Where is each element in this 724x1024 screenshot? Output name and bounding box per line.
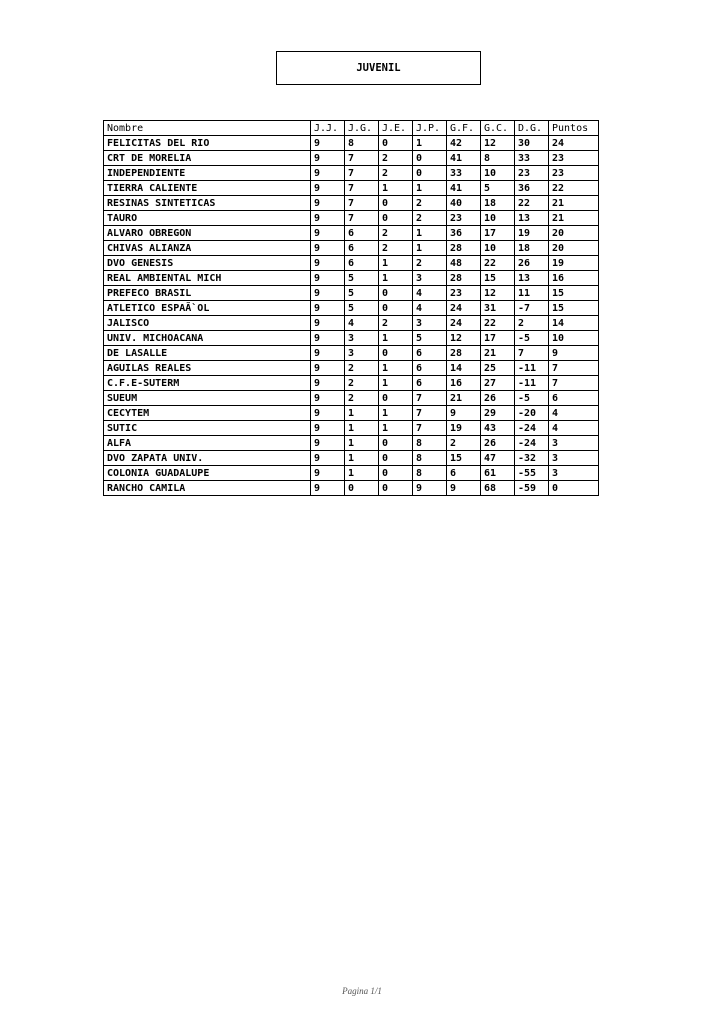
stat-cell: -5 — [515, 331, 549, 346]
column-header: G.F. — [447, 121, 481, 136]
standings-table — [103, 120, 599, 496]
stat-cell: 2 — [447, 436, 481, 451]
stat-cell: 2 — [413, 256, 447, 271]
stat-cell: 9 — [311, 421, 345, 436]
stat-cell: 1 — [345, 421, 379, 436]
stat-cell: 10 — [481, 166, 515, 181]
stat-cell: 27 — [481, 376, 515, 391]
stat-cell: 3 — [549, 436, 599, 451]
table-row — [104, 316, 599, 331]
team-name-cell: INDEPENDIENTE — [104, 166, 311, 181]
stat-cell: 61 — [481, 466, 515, 481]
stat-cell: 5 — [345, 301, 379, 316]
stat-cell: 12 — [481, 286, 515, 301]
table-row — [104, 181, 599, 196]
team-name-cell: AGUILAS REALES — [104, 361, 311, 376]
stat-cell: 23 — [447, 211, 481, 226]
table-row — [104, 271, 599, 286]
stat-cell: 15 — [549, 301, 599, 316]
stat-cell: 1 — [345, 451, 379, 466]
table-row — [104, 241, 599, 256]
stat-cell: 31 — [481, 301, 515, 316]
stat-cell: 7 — [549, 361, 599, 376]
stat-cell: 19 — [447, 421, 481, 436]
stat-cell: -24 — [515, 421, 549, 436]
stat-cell: 6 — [413, 346, 447, 361]
stat-cell: 30 — [515, 136, 549, 151]
stat-cell: 6 — [413, 376, 447, 391]
stat-cell: 5 — [413, 331, 447, 346]
stat-cell: 4 — [413, 301, 447, 316]
stat-cell: 1 — [379, 331, 413, 346]
stat-cell: 48 — [447, 256, 481, 271]
table-header — [104, 121, 599, 136]
stat-cell: 0 — [379, 451, 413, 466]
column-header: J.E. — [379, 121, 413, 136]
stat-cell: 0 — [379, 436, 413, 451]
table-row — [104, 436, 599, 451]
stat-cell: 40 — [447, 196, 481, 211]
stat-cell: 9 — [311, 286, 345, 301]
stat-cell: 12 — [481, 136, 515, 151]
stat-cell: 1 — [379, 256, 413, 271]
stat-cell: -59 — [515, 481, 549, 496]
column-header: J.J. — [311, 121, 345, 136]
team-name-cell: CHIVAS ALIANZA — [104, 241, 311, 256]
team-name-cell: SUEUM — [104, 391, 311, 406]
stat-cell: 41 — [447, 151, 481, 166]
stat-cell: 9 — [311, 376, 345, 391]
stat-cell: 9 — [311, 316, 345, 331]
stat-cell: 1 — [379, 181, 413, 196]
stat-cell: 7 — [345, 196, 379, 211]
stat-cell: 24 — [549, 136, 599, 151]
stat-cell: 8 — [345, 136, 379, 151]
team-name-cell: COLONIA GUADALUPE — [104, 466, 311, 481]
stat-cell: 0 — [379, 391, 413, 406]
team-name-cell: REAL AMBIENTAL MICH — [104, 271, 311, 286]
stat-cell: 0 — [345, 481, 379, 496]
stat-cell: 9 — [447, 481, 481, 496]
stat-cell: 9 — [311, 436, 345, 451]
stat-cell: 22 — [549, 181, 599, 196]
stat-cell: 21 — [447, 391, 481, 406]
stat-cell: 5 — [345, 286, 379, 301]
stat-cell: 9 — [311, 151, 345, 166]
stat-cell: 23 — [515, 166, 549, 181]
stat-cell: 0 — [379, 136, 413, 151]
stat-cell: 1 — [345, 436, 379, 451]
stat-cell: 12 — [447, 331, 481, 346]
team-name-cell: CRT DE MORELIA — [104, 151, 311, 166]
stat-cell: 1 — [413, 136, 447, 151]
stat-cell: 9 — [311, 346, 345, 361]
stat-cell: 9 — [311, 256, 345, 271]
stat-cell: 6 — [549, 391, 599, 406]
stat-cell: 9 — [311, 301, 345, 316]
team-name-cell: CECYTEM — [104, 406, 311, 421]
stat-cell: 3 — [549, 466, 599, 481]
stat-cell: 2 — [379, 316, 413, 331]
stat-cell: 5 — [481, 181, 515, 196]
stat-cell: 9 — [447, 406, 481, 421]
stat-cell: 16 — [447, 376, 481, 391]
stat-cell: 7 — [413, 421, 447, 436]
stat-cell: 1 — [379, 406, 413, 421]
stat-cell: 9 — [311, 211, 345, 226]
stat-cell: 13 — [515, 211, 549, 226]
stat-cell: 28 — [447, 346, 481, 361]
stat-cell: 26 — [515, 256, 549, 271]
stat-cell: 11 — [515, 286, 549, 301]
stat-cell: 1 — [413, 181, 447, 196]
stat-cell: 15 — [481, 271, 515, 286]
team-name-cell: DVO GENESIS — [104, 256, 311, 271]
stat-cell: 7 — [549, 376, 599, 391]
stat-cell: 8 — [413, 451, 447, 466]
stat-cell: 6 — [413, 361, 447, 376]
stat-cell: 9 — [311, 241, 345, 256]
stat-cell: 0 — [379, 196, 413, 211]
table-row — [104, 331, 599, 346]
team-name-cell: RESINAS SINTETICAS — [104, 196, 311, 211]
stat-cell: 33 — [515, 151, 549, 166]
stat-cell: 0 — [379, 481, 413, 496]
table-row — [104, 151, 599, 166]
team-name-cell: SUTIC — [104, 421, 311, 436]
stat-cell: 10 — [481, 211, 515, 226]
stat-cell: 33 — [447, 166, 481, 181]
stat-cell: 5 — [345, 271, 379, 286]
stat-cell: 21 — [481, 346, 515, 361]
stat-cell: 1 — [345, 466, 379, 481]
stat-cell: 6 — [345, 241, 379, 256]
stat-cell: 68 — [481, 481, 515, 496]
stat-cell: 25 — [481, 361, 515, 376]
team-name-cell: ATLETICO ESPAÃ`OL — [104, 301, 311, 316]
stat-cell: 7 — [345, 211, 379, 226]
table-row — [104, 451, 599, 466]
stat-cell: 17 — [481, 226, 515, 241]
stat-cell: 4 — [549, 406, 599, 421]
table-row — [104, 346, 599, 361]
stat-cell: 2 — [379, 151, 413, 166]
stat-cell: 9 — [311, 331, 345, 346]
stat-cell: 22 — [515, 196, 549, 211]
stat-cell: -11 — [515, 376, 549, 391]
stat-cell: 23 — [549, 166, 599, 181]
stat-cell: -5 — [515, 391, 549, 406]
stat-cell: 0 — [379, 301, 413, 316]
stat-cell: 9 — [311, 136, 345, 151]
stat-cell: 3 — [413, 271, 447, 286]
stat-cell: 3 — [345, 346, 379, 361]
stat-cell: 7 — [345, 181, 379, 196]
stat-cell: 6 — [345, 226, 379, 241]
stat-cell: 9 — [549, 346, 599, 361]
stat-cell: 9 — [311, 466, 345, 481]
stat-cell: 47 — [481, 451, 515, 466]
stat-cell: 3 — [413, 316, 447, 331]
table-row — [104, 196, 599, 211]
stat-cell: -24 — [515, 436, 549, 451]
stat-cell: 29 — [481, 406, 515, 421]
stat-cell: 3 — [549, 451, 599, 466]
stat-cell: 20 — [549, 226, 599, 241]
stat-cell: 18 — [481, 196, 515, 211]
table-row — [104, 406, 599, 421]
stat-cell: 17 — [481, 331, 515, 346]
stat-cell: 22 — [481, 316, 515, 331]
stat-cell: 2 — [379, 226, 413, 241]
stat-cell: 2 — [413, 196, 447, 211]
stat-cell: 24 — [447, 316, 481, 331]
stat-cell: 4 — [413, 286, 447, 301]
team-name-cell: ALVARO OBREGON — [104, 226, 311, 241]
stat-cell: 42 — [447, 136, 481, 151]
table-row — [104, 481, 599, 496]
stat-cell: 9 — [311, 181, 345, 196]
stat-cell: 15 — [549, 286, 599, 301]
stat-cell: 43 — [481, 421, 515, 436]
stat-cell: 4 — [549, 421, 599, 436]
stat-cell: 6 — [447, 466, 481, 481]
table-row — [104, 421, 599, 436]
stat-cell: 1 — [379, 376, 413, 391]
stat-cell: 10 — [481, 241, 515, 256]
stat-cell: 7 — [413, 406, 447, 421]
stat-cell: 8 — [481, 151, 515, 166]
stat-cell: 0 — [379, 466, 413, 481]
stat-cell: 0 — [379, 346, 413, 361]
stat-cell: 6 — [345, 256, 379, 271]
stat-cell: 9 — [311, 406, 345, 421]
stat-cell: 9 — [311, 271, 345, 286]
column-header: J.P. — [413, 121, 447, 136]
stat-cell: 9 — [413, 481, 447, 496]
column-header: Puntos — [549, 121, 599, 136]
stat-cell: 22 — [481, 256, 515, 271]
team-name-cell: UNIV. MICHOACANA — [104, 331, 311, 346]
stat-cell: 24 — [447, 301, 481, 316]
table-row — [104, 391, 599, 406]
column-header: Nombre — [104, 121, 311, 136]
stat-cell: 1 — [379, 421, 413, 436]
table-row — [104, 376, 599, 391]
stat-cell: 36 — [515, 181, 549, 196]
table-row — [104, 301, 599, 316]
stat-cell: 8 — [413, 436, 447, 451]
team-name-cell: JALISCO — [104, 316, 311, 331]
team-name-cell: PREFECO BRASIL — [104, 286, 311, 301]
stat-cell: 2 — [345, 376, 379, 391]
stat-cell: 23 — [549, 151, 599, 166]
column-header: J.G. — [345, 121, 379, 136]
team-name-cell: DVO ZAPATA UNIV. — [104, 451, 311, 466]
stat-cell: 9 — [311, 451, 345, 466]
stat-cell: 2 — [345, 361, 379, 376]
column-header: D.G. — [515, 121, 549, 136]
stat-cell: 0 — [549, 481, 599, 496]
stat-cell: 21 — [549, 196, 599, 211]
stat-cell: 19 — [549, 256, 599, 271]
stat-cell: 7 — [515, 346, 549, 361]
stat-cell: 26 — [481, 391, 515, 406]
team-name-cell: ALFA — [104, 436, 311, 451]
stat-cell: 16 — [549, 271, 599, 286]
team-name-cell: DE LASALLE — [104, 346, 311, 361]
stat-cell: -11 — [515, 361, 549, 376]
stat-cell: 28 — [447, 241, 481, 256]
team-name-cell: RANCHO CAMILA — [104, 481, 311, 496]
stat-cell: 9 — [311, 196, 345, 211]
team-name-cell: FELICITAS DEL RIO — [104, 136, 311, 151]
stat-cell: 2 — [515, 316, 549, 331]
table-row — [104, 256, 599, 271]
stat-cell: -7 — [515, 301, 549, 316]
stat-cell: 9 — [311, 166, 345, 181]
table-row — [104, 211, 599, 226]
team-name-cell: TIERRA CALIENTE — [104, 181, 311, 196]
stat-cell: 20 — [549, 241, 599, 256]
stat-cell: 1 — [413, 241, 447, 256]
stat-cell: 1 — [345, 406, 379, 421]
stat-cell: 0 — [379, 286, 413, 301]
stat-cell: 14 — [549, 316, 599, 331]
table-body — [104, 136, 599, 496]
stat-cell: 41 — [447, 181, 481, 196]
stat-cell: 2 — [345, 391, 379, 406]
stat-cell: 7 — [345, 166, 379, 181]
stat-cell: 8 — [413, 466, 447, 481]
stat-cell: 18 — [515, 241, 549, 256]
team-name-cell: TAURO — [104, 211, 311, 226]
stat-cell: 3 — [345, 331, 379, 346]
stat-cell: 2 — [379, 241, 413, 256]
stat-cell: 0 — [413, 166, 447, 181]
stat-cell: 2 — [413, 211, 447, 226]
stat-cell: 4 — [345, 316, 379, 331]
stat-cell: 9 — [311, 361, 345, 376]
stat-cell: 26 — [481, 436, 515, 451]
stat-cell: 21 — [549, 211, 599, 226]
stat-cell: 19 — [515, 226, 549, 241]
stat-cell: 28 — [447, 271, 481, 286]
stat-cell: 9 — [311, 391, 345, 406]
table-row — [104, 166, 599, 181]
team-name-cell: C.F.E-SUTERM — [104, 376, 311, 391]
stat-cell: 23 — [447, 286, 481, 301]
stat-cell: 36 — [447, 226, 481, 241]
stat-cell: 2 — [379, 166, 413, 181]
header-row — [104, 121, 599, 136]
stat-cell: 7 — [413, 391, 447, 406]
stat-cell: 13 — [515, 271, 549, 286]
stat-cell: 0 — [379, 211, 413, 226]
page-title: JUVENIL — [276, 51, 481, 85]
stat-cell: 0 — [413, 151, 447, 166]
stat-cell: -32 — [515, 451, 549, 466]
stat-cell: 1 — [379, 361, 413, 376]
stat-cell: 1 — [413, 226, 447, 241]
table-row — [104, 286, 599, 301]
stat-cell: 10 — [549, 331, 599, 346]
stat-cell: 9 — [311, 481, 345, 496]
stat-cell: 7 — [345, 151, 379, 166]
stat-cell: 1 — [379, 271, 413, 286]
table-row — [104, 226, 599, 241]
stat-cell: 15 — [447, 451, 481, 466]
table-row — [104, 361, 599, 376]
stat-cell: 9 — [311, 226, 345, 241]
page-footer: Pagina 1/1 — [342, 986, 382, 996]
column-header: G.C. — [481, 121, 515, 136]
stat-cell: -20 — [515, 406, 549, 421]
table-row — [104, 466, 599, 481]
stat-cell: -55 — [515, 466, 549, 481]
stat-cell: 14 — [447, 361, 481, 376]
table-row — [104, 136, 599, 151]
